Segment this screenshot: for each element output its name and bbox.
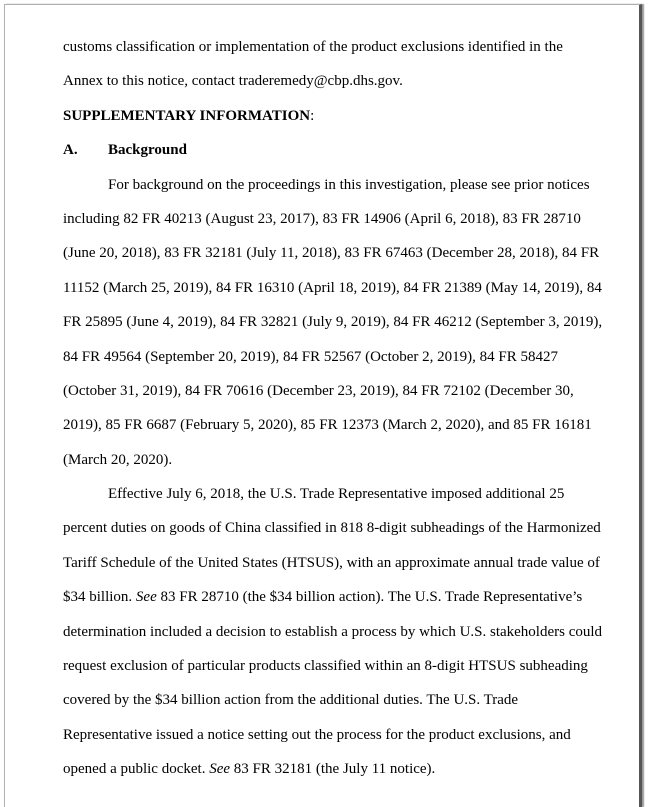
section-heading bbox=[63, 133, 613, 167]
supplementary-heading-text: SUPPLEMENTARY INFORMATION bbox=[63, 107, 311, 124]
text-line: customs classification or implementation of the product exclusions identified in the bbox=[63, 39, 563, 55]
text-line: FR 25895 (June 4, 2019), 84 FR 32821 (July 9, 2019), 84 FR 46212 (September 3, 2019), bbox=[63, 314, 603, 331]
text-line: Annex to this notice, contact traderemedy@cbp.dhs.gov. bbox=[63, 73, 403, 90]
text-line: For background on the proceedings in this investigation, please see prior notices bbox=[108, 176, 590, 193]
text-segment: 83 FR 28710 (the $34 billion action). The U.S. Trade Representative’s bbox=[156, 589, 583, 606]
see-citation: See bbox=[135, 589, 157, 606]
text-line: percent duties on goods of China classified in 818 8-digit subheadings of the Harmonized bbox=[63, 520, 601, 537]
text-line: Effective July 6, 2018, the U.S. Trade Representative imposed additional 25 bbox=[108, 486, 565, 503]
document-page bbox=[4, 4, 642, 807]
text-line: (June 20, 2018), 83 FR 32181 (July 11, 2018), 83 FR 67463 (December 28, 2018), 84 FR bbox=[63, 245, 600, 262]
text-line: 84 FR 49564 (September 20, 2019), 84 FR 52567 (October 2, 2019), 84 FR 58427 bbox=[63, 348, 558, 365]
text-line bbox=[63, 752, 613, 786]
text-line: 11152 (March 25, 2019), 84 FR 16310 (April 18, 2019), 84 FR 21389 (May 14, 2019), 84 bbox=[63, 279, 602, 296]
document-body bbox=[63, 30, 613, 787]
text-line bbox=[63, 580, 613, 614]
section-letter: A. bbox=[63, 142, 78, 159]
text-segment: $34 billion. bbox=[63, 589, 136, 606]
text-line: including 82 FR 40213 (August 23, 2017), 83 FR 14906 (April 6, 2018), 83 FR 28710 bbox=[63, 210, 581, 227]
text-segment: opened a public docket. bbox=[63, 761, 210, 778]
text-line: Representative issued a notice setting out the process for the product exclusions, and bbox=[63, 726, 571, 743]
text-line: (October 31, 2019), 84 FR 70616 (December 23, 2019), 84 FR 72102 (December 30, bbox=[63, 382, 574, 399]
text-line: determination included a decision to establish a process by which U.S. stakeholders could bbox=[63, 623, 603, 640]
text-segment: 83 FR 32181 (the July 11 notice). bbox=[230, 761, 436, 778]
see-citation: See bbox=[209, 761, 231, 778]
text-line: covered by the $34 billion action from the additional duties. The U.S. Trade bbox=[63, 692, 519, 709]
text-line: 2019), 85 FR 6687 (February 5, 2020), 85 FR 12373 (March 2, 2020), and 85 FR 16181 bbox=[63, 417, 592, 434]
text-line: Tariff Schedule of the United States (HTSUS), with an approximate annual trade value of bbox=[63, 554, 600, 571]
supplementary-heading bbox=[63, 99, 613, 133]
text-line: (March 20, 2020). bbox=[63, 451, 173, 468]
section-title: Background bbox=[108, 142, 187, 159]
supplementary-heading-colon: : bbox=[310, 107, 315, 124]
text-line: request exclusion of particular products classified within an 8-digit HTSUS subheading bbox=[63, 658, 588, 675]
